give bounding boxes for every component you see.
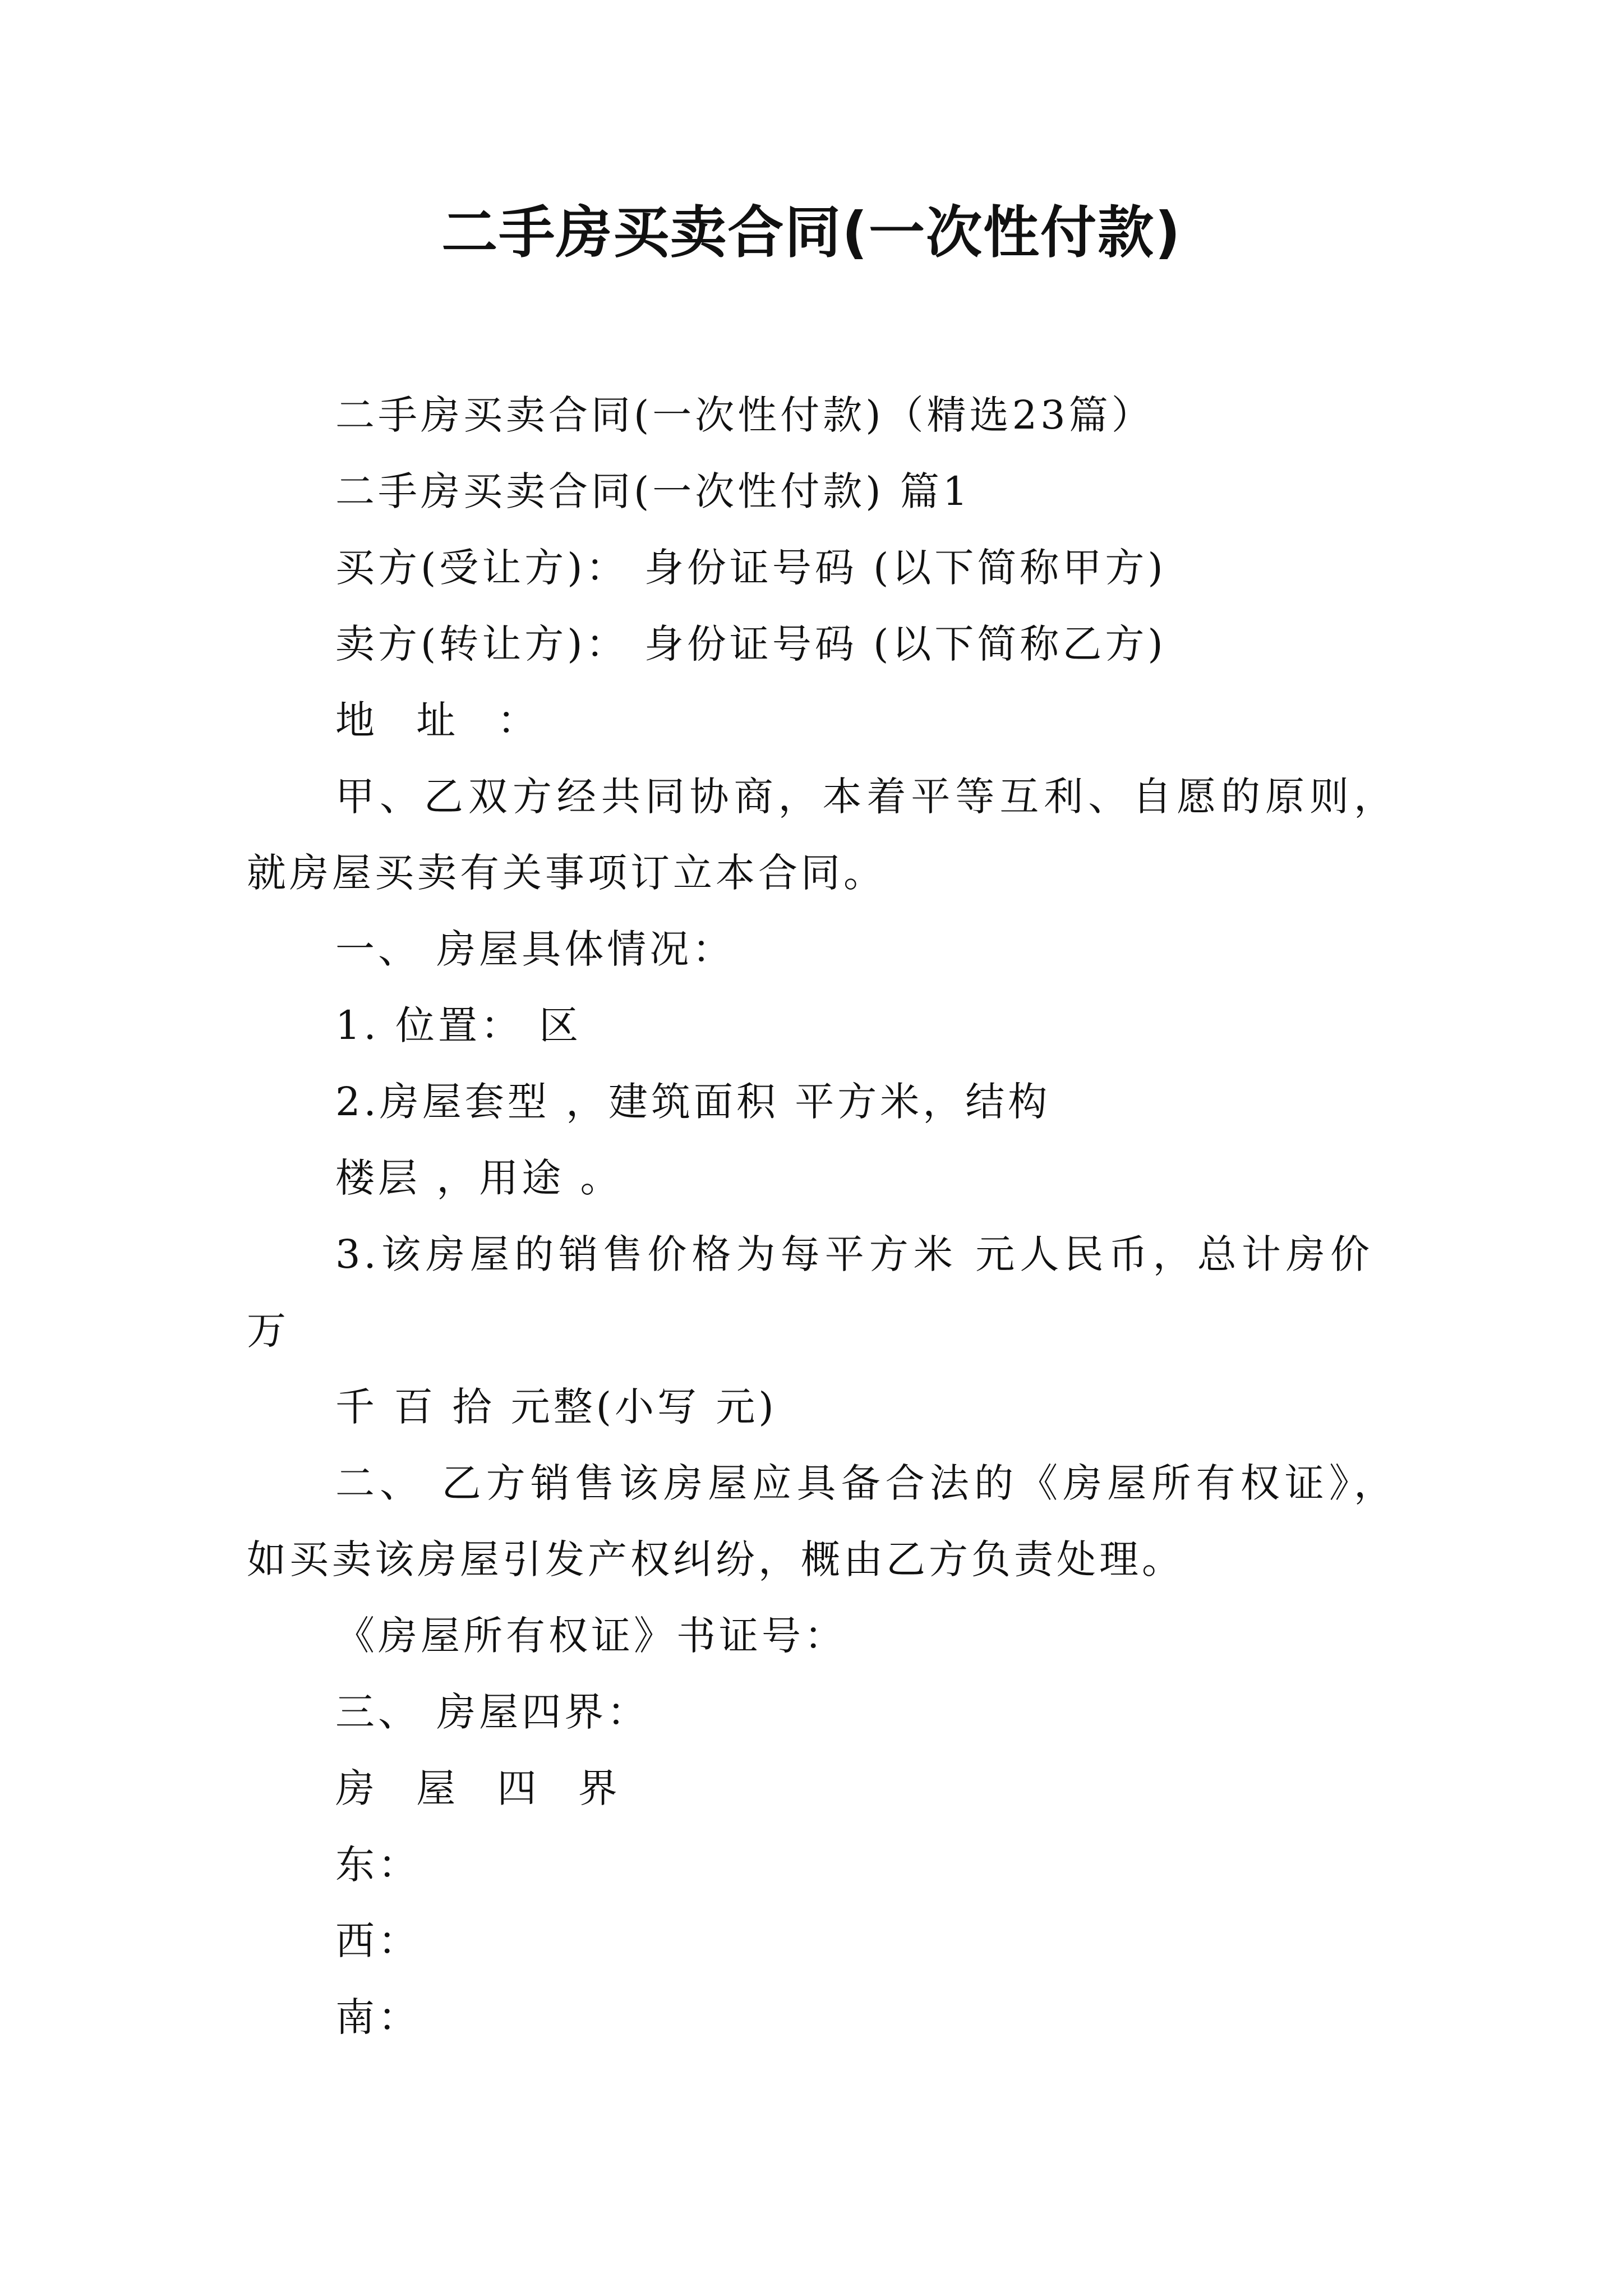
boundary-south: 南： (335, 1994, 421, 2040)
paragraph-line: 《房屋所有权证》书证号： (335, 1613, 847, 1659)
paragraph-line: 甲、乙双方经共同协商，本着平等互利、自愿的原则， (335, 774, 1396, 820)
clause-item: 2.房屋套型 ，建筑面积 平方米，结构 (335, 1079, 1051, 1125)
clause-item: 1. 位置： 区 (335, 1002, 582, 1048)
buyer-line: 买方(受让方)： 身份证号码 (以下简称甲方) (335, 545, 1166, 591)
document-title: 二手房买卖合同(一次性付款) (441, 200, 1182, 265)
paragraph-line: 就房屋买卖有关事项订立本合同。 (247, 850, 886, 896)
clause-heading: 三、 房屋四界： (335, 1689, 650, 1735)
clause-item: 万 (247, 1308, 289, 1354)
clause-item: 楼层 ，用途 。 (335, 1155, 623, 1201)
boundary-west: 西： (335, 1918, 421, 1964)
clause-item: 千 百 拾 元整(小写 元) (335, 1384, 777, 1430)
boundary-east: 东： (335, 1842, 421, 1888)
subtitle-line: 二手房买卖合同(一次性付款)（精选23篇） (335, 392, 1154, 438)
clause-heading: 二、 乙方销售该房屋应具备合法的《房屋所有权证》， (335, 1460, 1396, 1506)
paragraph-line: 如买卖该房屋引发产权纠纷，概由乙方负责处理。 (247, 1536, 1184, 1582)
clause-heading: 一、 房屋具体情况： (335, 926, 735, 972)
address-line: 地 址 ： (335, 697, 551, 743)
boundary-heading: 房 屋 四 界 (335, 1765, 632, 1811)
seller-line: 卖方(转让方)： 身份证号码 (以下简称乙方) (335, 621, 1166, 667)
section-heading: 二手房买卖合同(一次性付款) 篇1 (335, 468, 971, 514)
clause-item: 3.该房屋的销售价格为每平方米 元人民币，总计房价 (335, 1231, 1373, 1277)
